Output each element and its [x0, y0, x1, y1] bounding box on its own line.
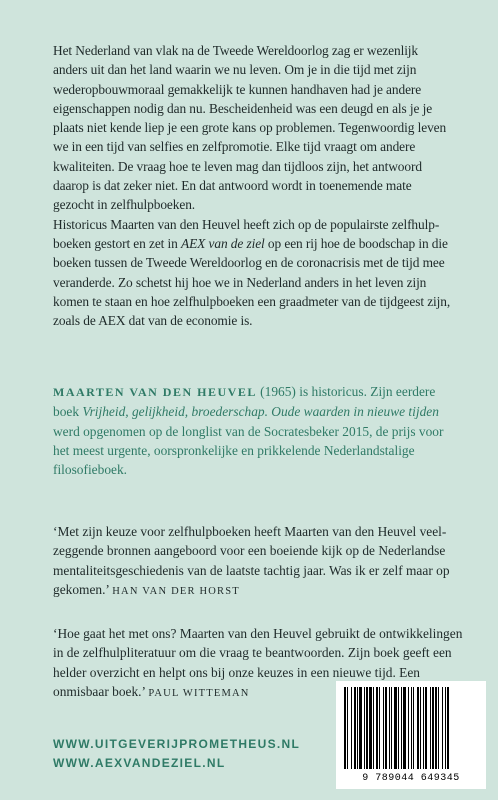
barcode [336, 681, 486, 789]
book-title-inline: AEX van de ziel [181, 235, 265, 251]
author-bio [53, 382, 453, 479]
publisher-website-link[interactable]: WWW.UITGEVERIJPROMETHEUS.NL [53, 737, 301, 751]
author-name: MAARTEN VAN DEN HEUVEL [53, 385, 257, 399]
barcode-bar [359, 687, 362, 769]
barcode-bar [435, 687, 437, 769]
previous-book-title: Vrijheid, gelijkheid, broederschap. Oude waarden in nieuwe tijden [82, 404, 439, 420]
website-links [53, 735, 300, 772]
barcode-bar [344, 687, 346, 769]
review-quote [53, 522, 463, 601]
isbn-number: 9 789044 649345 [362, 773, 460, 784]
barcode-bar [423, 687, 424, 769]
barcode-bar [420, 687, 421, 769]
barcode-bar [366, 687, 368, 769]
barcode-bar [351, 687, 352, 769]
barcode-bar [403, 687, 406, 769]
barcode-bar [432, 687, 434, 769]
blurb-paragraph-1: Het Nederland van vlak na de Tweede Wereldoorlog zag er wezenlijk anders uit dan het land waarin we nu leven. Om je in die tijd met zijn wederopbouwmoraal gemakkelijk te kunnen handhaven had je andere eigenschappen nodig dan nu. Bescheidenheid was een deugd en als je je plaats niet kende liep je een grote kans op problemen. Tegenwoordig leven we in een tijd van selfies en zelfpromotie. Elke tijd vraagt om andere kwaliteiten. De vraag hoe te leven mag dan tijdloos zijn, het antwoord daarop is dat zeker niet. En dat antwoord wordt in toenemende mate gezocht in zelfhulpboeken. [53, 43, 447, 213]
book-website-link[interactable]: WWW.AEXVANDEZIEL.NL [53, 755, 226, 770]
barcode-bar [438, 687, 439, 769]
barcode-bar [411, 687, 412, 769]
barcode-bar [408, 687, 409, 769]
quote-text: ‘Met zijn keuze voor zelfhulpboeken heeft Maarten van den Heuvel veelzeggende bronnen aangeboord voor een boeiende kijk op de Nederlandse mentaliteitsgeschiedenis van de laatste tachtig jaar. Was ik er zelf maar op gekomen.’ [53, 524, 450, 597]
barcode-bar [379, 687, 380, 769]
blurb [53, 41, 453, 330]
barcode-bar [354, 687, 356, 769]
barcode-bar [394, 687, 397, 769]
barcode-bar [447, 687, 449, 769]
barcode-bars [342, 687, 480, 769]
barcode-bar [445, 687, 446, 769]
barcode-bar [347, 687, 348, 769]
barcode-bar [364, 687, 365, 769]
barcode-bar [389, 687, 390, 769]
quote-attribution: HAN VAN DER HORST [112, 585, 240, 597]
barcode-bar [383, 687, 384, 769]
barcode-bar [357, 687, 358, 769]
barcode-bar [369, 687, 372, 769]
barcode-bar [391, 687, 392, 769]
quote-attribution: PAUL WITTEMAN [148, 687, 250, 699]
barcode-bar [413, 687, 414, 769]
barcode-bar [417, 687, 419, 769]
barcode-bar [425, 687, 427, 769]
blurb-p2-end: op een rij hoe de boodschap in die boeken tussen de Tweede Wereldoorlog en de coronacrisis met de tijd mee veranderde. Zo schetst hij hoe we in Nederland anders in het leven zijn komen te staan en hoe zelfhulpboeken een graadmeter van de tijdgeest zijn, zoals de AEX dat van de economie is. [53, 235, 451, 329]
bio-text-start: (1965) is historicus. Zijn eerdere boek [53, 384, 436, 420]
bio-text-end: werd opgenomen op de longlist van de Socratesbeker 2015, de prijs voor het meest urgente, oorspronkelijke en prikkelende Nederlandstalige filosofieboek. [53, 423, 444, 478]
barcode-bar [398, 687, 399, 769]
blurb-paragraph-2 [53, 215, 453, 331]
barcode-bar [430, 687, 431, 769]
quote-text: ‘Hoe gaat het met ons? Maarten van den Heuvel gebruikt de ontwikkelingen in de zelfhulpliteratuur om die vraag te beantwoorden. Zijn boek geeft een helder overzicht en helpt ons bij onze keuzes in een nieuwe tijd. Een onmisbaar boek.’ [53, 626, 463, 699]
barcode-bar [373, 687, 374, 769]
blurb-p2-start: Historicus Maarten van den Heuvel heeft zich op de populairste zelfhulpboeken gestort en zet in [53, 216, 440, 251]
barcode-bar [376, 687, 378, 769]
barcode-bar [385, 687, 387, 769]
barcode-bar [442, 687, 443, 769]
barcode-bar [401, 687, 402, 769]
